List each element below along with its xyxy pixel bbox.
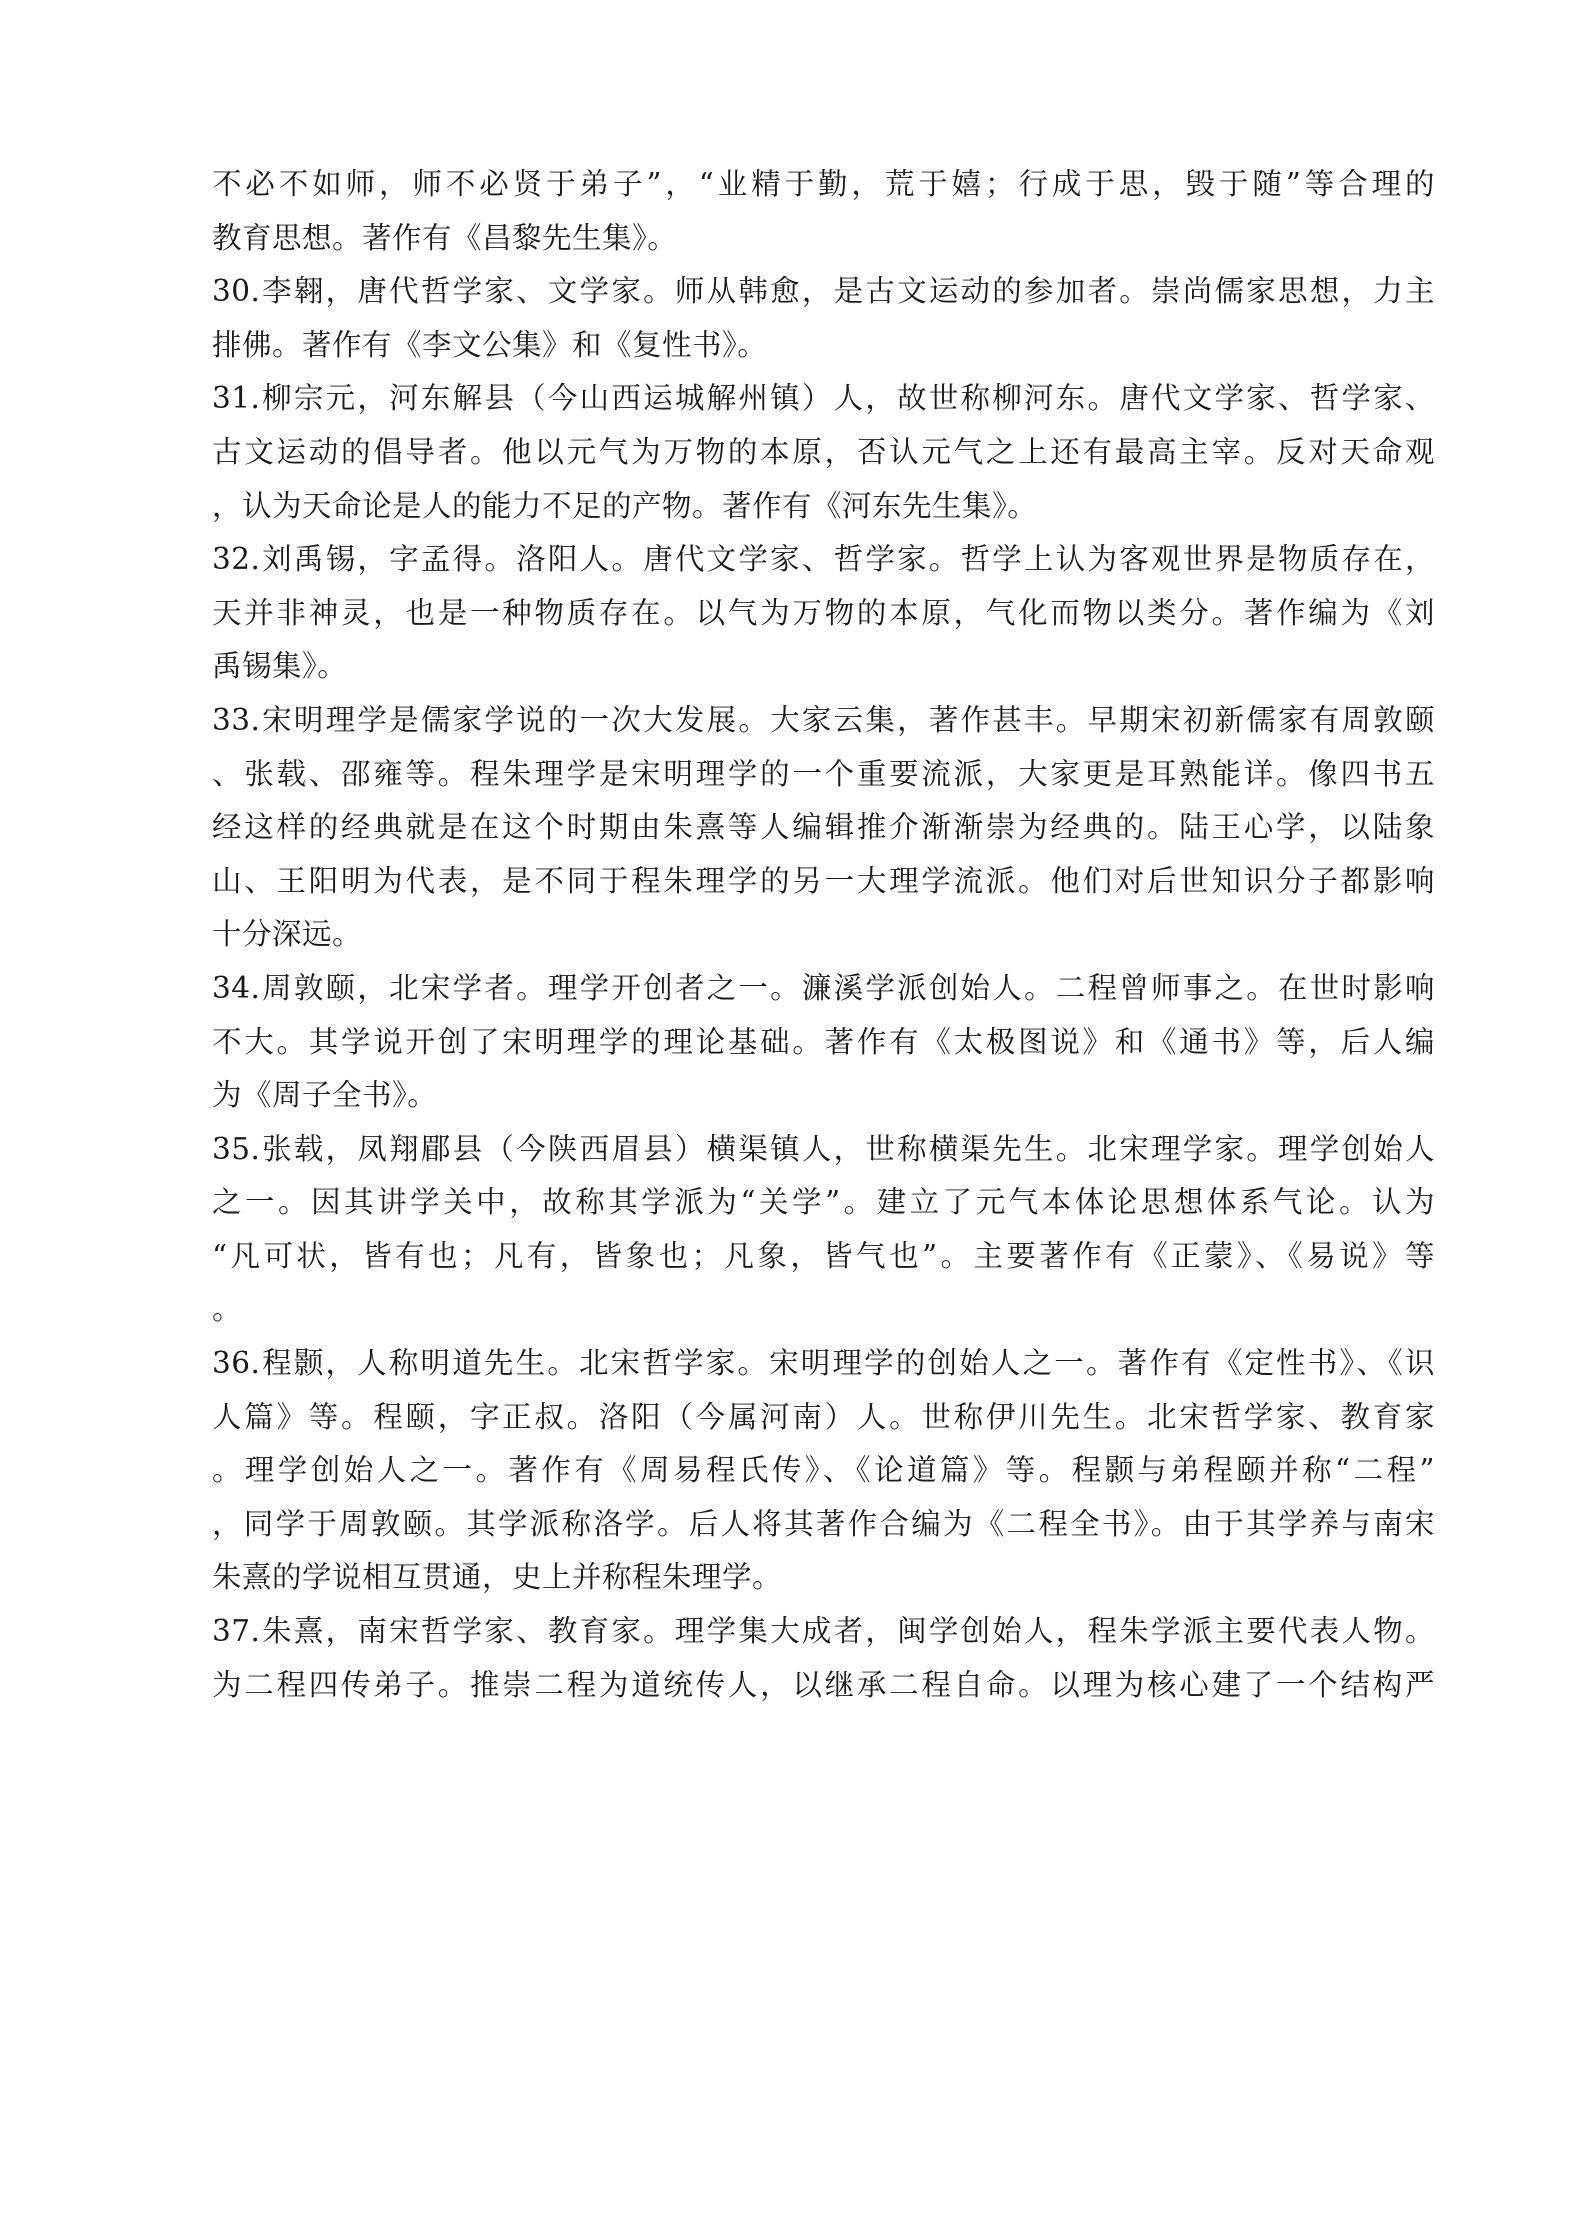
- text-line: 朱熹的学说相互贯通，史上并称程朱理学。: [212, 1560, 783, 1595]
- text-line: 为二程四传弟子。推崇二程为道统传人，以继承二程自命。以理为核心建了一个结构严: [212, 1667, 1435, 1702]
- text-line: 古文运动的倡导者。他以元气为万物的本原，否认元气之上还有最高主宰。反对天命观: [212, 434, 1435, 469]
- text-line: 、张载、邵雍等。程朱理学是宋明理学的一个重要流派，大家更是耳熟能详。像四书五: [212, 756, 1435, 791]
- text-line: ，认为天命论是人的能力不足的产物。著作有《河东先生集》。: [212, 488, 1038, 523]
- text-line: 天并非神灵，也是一种物质存在。以气为万物的本原，气化而物以类分。著作编为《刘: [212, 595, 1435, 630]
- text-line: 十分深远。: [212, 917, 363, 952]
- text-line: 33.宋明理学是儒家学说的一次大发展。大家云集，著作甚丰。早期宋初新儒家有周敦颐: [212, 702, 1435, 737]
- document-body: [212, 158, 1435, 1712]
- text-line: 31.柳宗元，河东解县（今山西运城解州镇）人，故世称柳河东。唐代文学家、哲学家、: [212, 381, 1435, 416]
- text-line: 。理学创始人之一。著作有《周易程氏传》、《论道篇》等。程颢与弟程颐并称“二程”: [212, 1453, 1435, 1488]
- text-line: 山、王阳明为代表，是不同于程朱理学的另一大理学流派。他们对后世知识分子都影响: [212, 863, 1435, 898]
- text-line: 教育思想。著作有《昌黎先生集》。: [212, 220, 678, 255]
- text-line: 排佛。著作有《李文公集》和《复性书》。: [212, 327, 768, 362]
- text-line: 。: [212, 1292, 243, 1327]
- text-line: 37.朱熹，南宋哲学家、教育家。理学集大成者，闽学创始人，程朱学派主要代表人物。: [212, 1614, 1435, 1649]
- text-line: 经这样的经典就是在这个时期由朱熹等人编辑推介渐渐崇为经典的。陆王心学，以陆象: [212, 810, 1435, 845]
- text-line: 不大。其学说开创了宋明理学的理论基础。著作有《太极图说》和《通书》等，后人编: [212, 1024, 1435, 1059]
- text-line: 不必不如师，师不必贤于弟子”，“业精于勤，荒于嬉；行成于思，毁于随”等合理的: [212, 167, 1435, 201]
- text-line: 30.李翱，唐代哲学家、文学家。师从韩愈，是古文运动的参加者。崇尚儒家思想，力主: [212, 274, 1435, 309]
- text-line: 为《周子全书》。: [212, 1078, 438, 1113]
- text-line: 禹锡集》。: [212, 649, 348, 684]
- text-line: 之一。因其讲学关中，故称其学派为“关学”。建立了元气本体论思想体系气论。认为: [212, 1185, 1435, 1220]
- text-line: 32.刘禹锡，字孟得。洛阳人。唐代文学家、哲学家。哲学上认为客观世界是物质存在，: [212, 542, 1435, 577]
- text-line: 人篇》等。程颐，字正叔。洛阳（今属河南）人。世称伊川先生。北宋哲学家、教育家: [212, 1399, 1435, 1434]
- text-line: 36.程颢，人称明道先生。北宋哲学家。宋明理学的创始人之一。著作有《定性书》、《识: [212, 1346, 1435, 1381]
- text-line: 35.张载，凤翔郿县（今陕西眉县）横渠镇人，世称横渠先生。北宋理学家。理学创始人: [212, 1131, 1435, 1166]
- text-line: 34.周敦颐，北宋学者。理学开创者之一。濂溪学派创始人。二程曾师事之。在世时影响: [212, 970, 1435, 1005]
- text-line: ，同学于周敦颐。其学派称洛学。后人将其著作合编为《二程全书》。由于其学养与南宋: [212, 1506, 1435, 1541]
- text-line: “凡可状，皆有也；凡有，皆象也；凡象，皆气也”。主要著作有《正蒙》、《易说》等: [212, 1238, 1435, 1273]
